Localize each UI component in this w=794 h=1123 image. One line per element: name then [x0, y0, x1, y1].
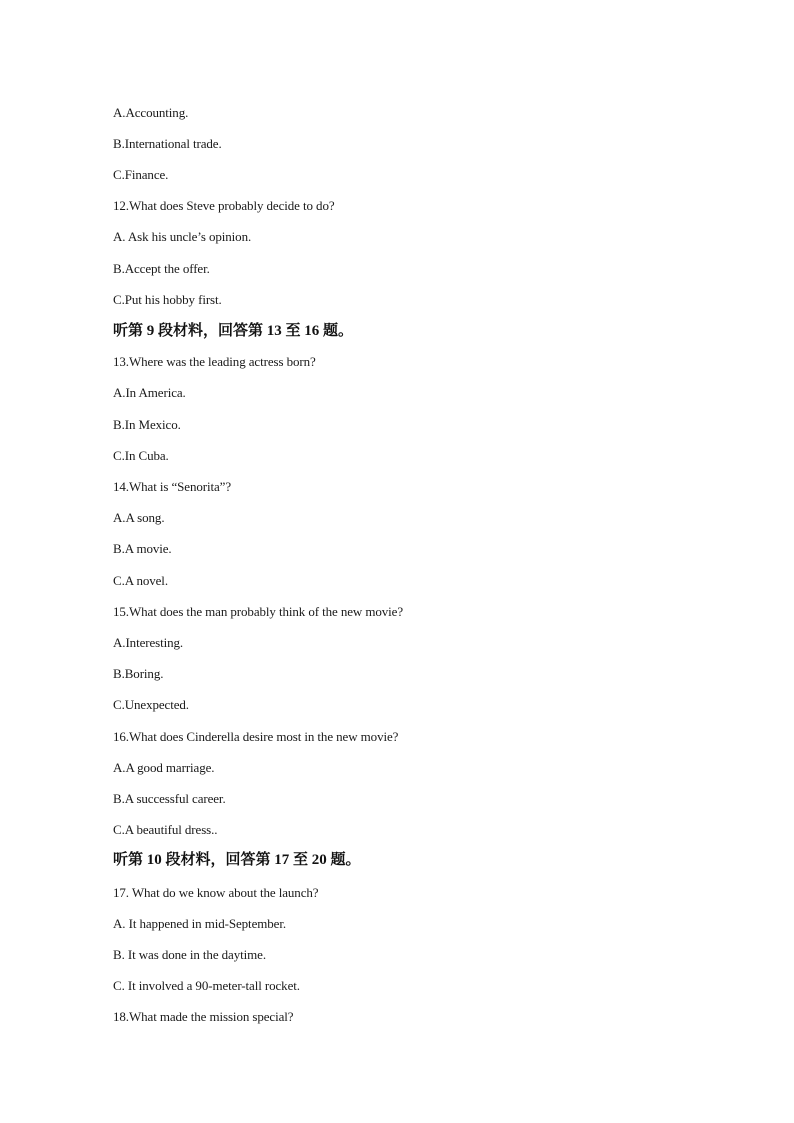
- option-11-a: A.Accounting.: [113, 105, 189, 120]
- option-13-b: B.In Mexico.: [113, 417, 181, 432]
- question-12: 12.What does Steve probably decide to do?: [113, 198, 335, 213]
- option-14-a: A.A song.: [113, 510, 165, 525]
- option-16-b: B.A successful career.: [113, 791, 226, 806]
- option-16-c: C.A beautiful dress..: [113, 822, 218, 837]
- option-11-c: C.Finance.: [113, 167, 169, 182]
- option-14-b: B.A movie.: [113, 541, 172, 556]
- section-heading-9: 听第 9 段材料，回答第 13 至 16 题。: [113, 323, 354, 339]
- question-16: 16.What does Cinderella desire most in the new movie?: [113, 729, 399, 744]
- option-13-a: A.In America.: [113, 385, 186, 400]
- question-14: 14.What is “Senorita”?: [113, 479, 232, 494]
- option-15-c: C.Unexpected.: [113, 697, 189, 712]
- option-12-c: C.Put his hobby first.: [113, 292, 222, 307]
- question-17: 17. What do we know about the launch?: [113, 885, 319, 900]
- question-18: 18.What made the mission special?: [113, 1009, 294, 1024]
- option-12-a: A. Ask his uncle’s opinion.: [113, 229, 252, 244]
- option-16-a: A.A good marriage.: [113, 760, 215, 775]
- option-11-b: B.International trade.: [113, 136, 222, 151]
- option-15-b: B.Boring.: [113, 666, 164, 681]
- option-17-c: C. It involved a 90-meter-tall rocket.: [113, 978, 300, 993]
- option-17-b: B. It was done in the daytime.: [113, 947, 266, 962]
- option-14-c: C.A novel.: [113, 573, 168, 588]
- option-12-b: B.Accept the offer.: [113, 261, 210, 276]
- section-heading-10: 听第 10 段材料，回答第 17 至 20 题。: [113, 852, 361, 868]
- question-13: 13.Where was the leading actress born?: [113, 354, 316, 369]
- option-17-a: A. It happened in mid-September.: [113, 916, 286, 931]
- question-15: 15.What does the man probably think of the new movie?: [113, 604, 404, 619]
- option-13-c: C.In Cuba.: [113, 448, 169, 463]
- option-15-a: A.Interesting.: [113, 635, 184, 650]
